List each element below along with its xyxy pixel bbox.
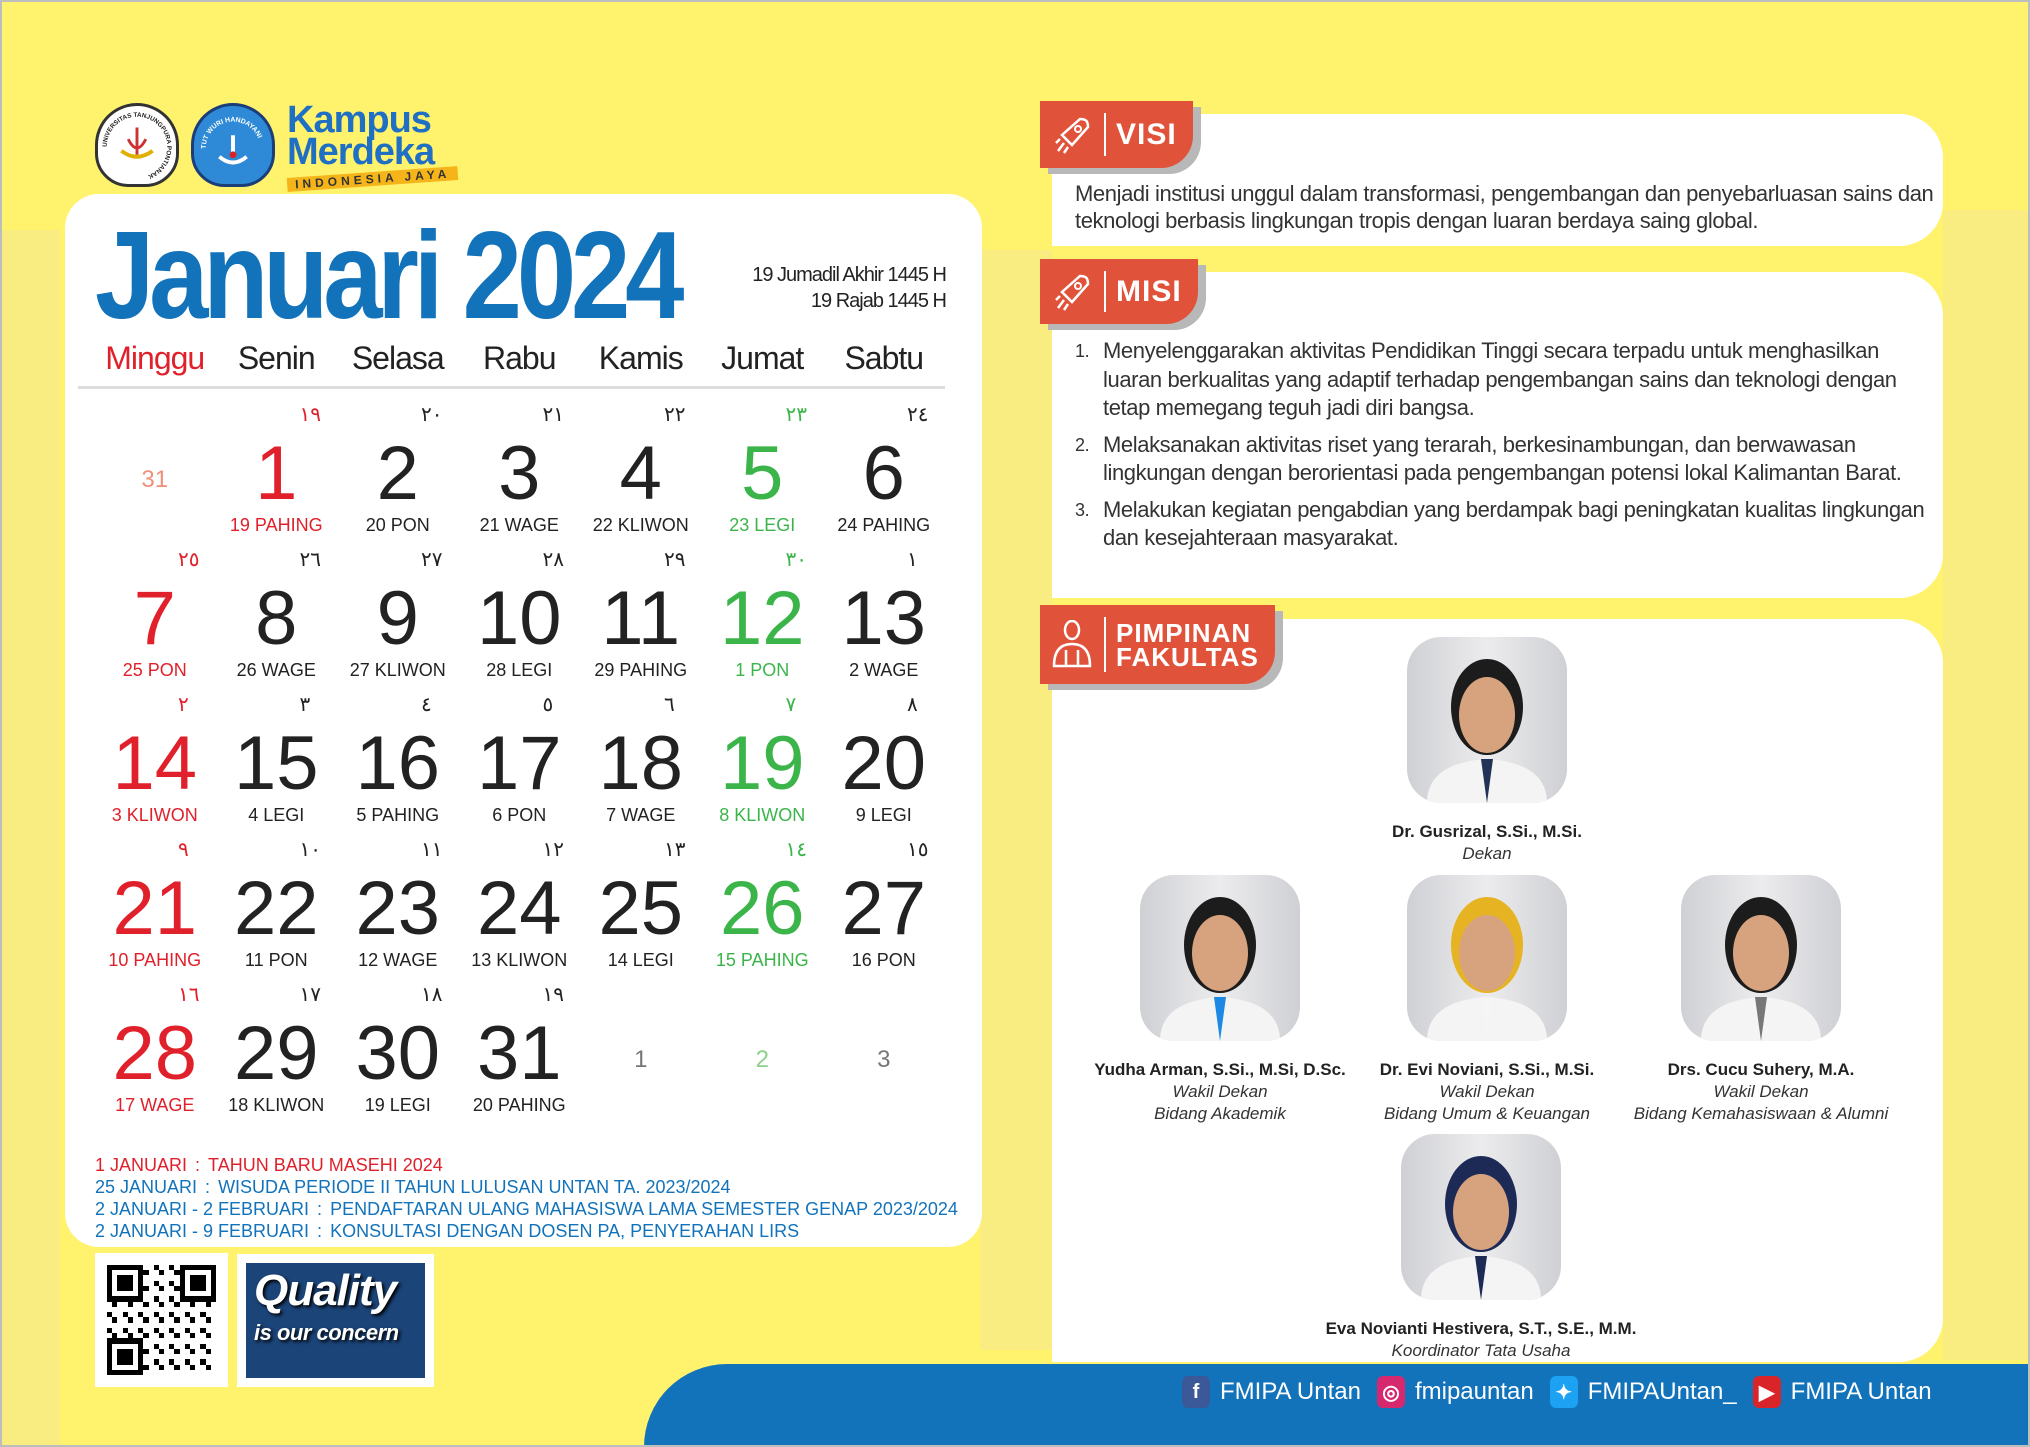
misi-text: Melakukan kegiatan pengabdian yang berdampak bagi peningkatan kualitas lingkungan dan kesejahteraan masyarakat. <box>1103 496 1925 550</box>
instagram-icon: ◎ <box>1377 1376 1405 1408</box>
misi-number: 2. <box>1075 434 1090 455</box>
leader-photo <box>1407 875 1567 1041</box>
hijri-day: ٨ <box>907 694 918 716</box>
leader-profile <box>1347 637 1627 865</box>
day-number: 7 <box>133 576 176 661</box>
day-cell[interactable] <box>823 684 945 829</box>
hijri-day: ٧ <box>785 694 797 716</box>
social-label: FMIPA Untan <box>1220 1378 1361 1405</box>
javanese-day: 8 KLIWON <box>719 805 806 825</box>
leader-role: Wakil Dekan <box>1439 1082 1535 1101</box>
weekday-senin: Senin <box>237 340 315 376</box>
day-cell[interactable] <box>823 974 945 1119</box>
calendar-week <box>94 539 945 684</box>
calendar-grid <box>94 394 945 1119</box>
day-cell[interactable] <box>94 829 216 974</box>
javanese-day: 20 PON <box>365 515 430 535</box>
javanese-day: 6 PON <box>492 805 547 825</box>
javanese-day: 2 WAGE <box>849 660 919 680</box>
hijri-day: ٢٦ <box>299 549 321 571</box>
day-cell[interactable] <box>459 974 581 1119</box>
day-cell[interactable] <box>580 684 702 829</box>
hijri-day: ٢٥ <box>178 549 200 571</box>
quality-badge <box>237 1254 434 1387</box>
social-link[interactable] <box>1753 1376 1932 1408</box>
javanese-day: 19 PAHING <box>229 515 323 535</box>
leader-photo <box>1401 1134 1561 1300</box>
javanese-day: 26 WAGE <box>236 660 316 680</box>
hijri-day: ٤ <box>421 694 432 716</box>
day-cell[interactable] <box>459 394 581 539</box>
leader-division: Bidang Akademik <box>1154 1104 1286 1123</box>
leader-profile <box>1347 875 1627 1125</box>
leader-name: Yudha Arman, S.Si., M.Si, D.Sc. <box>1094 1060 1346 1079</box>
day-cell[interactable] <box>459 539 581 684</box>
day-cell[interactable] <box>702 684 824 829</box>
hijri-day: ١٢ <box>542 839 564 861</box>
day-cell[interactable] <box>337 539 459 684</box>
day-cell[interactable] <box>337 394 459 539</box>
day-number: 23 <box>355 866 441 951</box>
hijri-day: ١٥ <box>907 839 929 861</box>
weekday-header <box>94 340 945 377</box>
logo-text: Kampus <box>287 98 431 141</box>
social-label: FMIPAUntan_ <box>1587 1378 1737 1405</box>
calendar-week <box>94 829 945 974</box>
day-number: 1 <box>255 431 298 516</box>
logo-text: Merdeka <box>287 130 435 173</box>
leader-role: Wakil Dekan <box>1172 1082 1268 1101</box>
leader-name: Dr. Gusrizal, S.Si., M.Si. <box>1392 822 1582 841</box>
javanese-day: 15 PAHING <box>715 950 809 970</box>
day-number: 22 <box>233 866 319 951</box>
day-cell[interactable] <box>216 829 338 974</box>
untan-seal-logo <box>95 103 179 187</box>
leader-photo <box>1681 875 1841 1041</box>
day-number: 12 <box>719 576 805 661</box>
youtube-icon: ▶ <box>1753 1376 1781 1408</box>
javanese-day: 14 LEGI <box>607 950 674 970</box>
leader-role: Koordinator Tata Usaha <box>1391 1341 1571 1360</box>
person-icon <box>1050 620 1094 670</box>
day-cell[interactable] <box>580 539 702 684</box>
leader-role: Dekan <box>1462 844 1512 863</box>
day-cell[interactable] <box>337 684 459 829</box>
event-date: 25 JANUARI <box>95 1177 198 1197</box>
leader-profile <box>1621 875 1901 1125</box>
day-cell[interactable] <box>580 394 702 539</box>
misi-number: 1. <box>1075 341 1090 361</box>
day-number: 5 <box>741 431 784 516</box>
misi-ribbon <box>1040 259 1198 324</box>
event-date: 1 JANUARI <box>95 1155 188 1175</box>
hijri-day: ٦ <box>664 694 675 716</box>
event-item <box>95 1154 958 1176</box>
hijri-line: 19 Jumadil Akhir 1445 H <box>752 264 946 286</box>
day-number: 3 <box>877 1046 891 1073</box>
visi-text: Menjadi institusi unggul dalam transformasi, pengembangan dan penyebarluasan sains dan teknologi berbasis lingkungan tropis dengan luaran berdaya saing global. <box>1075 181 1934 233</box>
logo-tagline: INDONESIA JAYA <box>287 166 459 192</box>
hijri-day: ١٩ <box>542 984 564 1006</box>
day-number: 1 <box>634 1046 648 1073</box>
event-separator: : <box>195 1155 201 1175</box>
javanese-day: 22 KLIWON <box>592 515 689 535</box>
header-divider <box>78 386 945 389</box>
javanese-day: 24 PAHING <box>837 515 931 535</box>
social-link[interactable] <box>1182 1376 1361 1408</box>
day-cell[interactable] <box>216 974 338 1119</box>
javanese-day: 1 PON <box>735 660 790 680</box>
day-number: 18 <box>598 721 684 806</box>
day-cell[interactable] <box>580 829 702 974</box>
tut-wuri-handayani-logo <box>191 103 275 187</box>
day-cell[interactable] <box>702 829 824 974</box>
hijri-day: ٥ <box>542 694 554 716</box>
javanese-day: 21 WAGE <box>479 515 559 535</box>
day-number: 9 <box>376 576 419 661</box>
logos <box>95 98 458 192</box>
hijri-day: ٢٣ <box>785 404 807 426</box>
hijri-day: ١٤ <box>785 839 807 861</box>
day-cell[interactable] <box>216 394 338 539</box>
event-separator: : <box>317 1199 323 1219</box>
event-separator: : <box>317 1221 323 1241</box>
rocket-icon <box>1050 270 1094 314</box>
month-title: Januari 2024 <box>95 207 680 345</box>
social-link[interactable] <box>1377 1376 1534 1408</box>
day-number: 31 <box>476 1011 562 1096</box>
day-cell[interactable] <box>94 539 216 684</box>
javanese-day: 25 PON <box>122 660 187 680</box>
misi-label: MISI <box>1116 274 1182 308</box>
hijri-dates <box>752 262 946 314</box>
event-text: TAHUN BARU MASEHI 2024 <box>208 1155 443 1175</box>
event-text: WISUDA PERIODE II TAHUN LULUSAN UNTAN TA. 2023/2024 <box>218 1177 731 1197</box>
javanese-day: 5 PAHING <box>356 805 440 825</box>
day-cell[interactable] <box>702 974 824 1119</box>
day-cell[interactable] <box>337 829 459 974</box>
javanese-day: 19 LEGI <box>364 1095 431 1115</box>
hijri-day: ١٦ <box>178 984 200 1006</box>
day-number: 11 <box>601 576 681 661</box>
hijri-day: ٢١ <box>542 404 564 426</box>
day-cell[interactable] <box>337 974 459 1119</box>
qr-code[interactable] <box>95 1253 228 1387</box>
day-number: 8 <box>255 576 298 661</box>
hijri-day: ٩ <box>178 839 189 861</box>
quality-subtitle: is our concern <box>254 1320 399 1346</box>
javanese-day: 12 WAGE <box>358 950 438 970</box>
day-number: 29 <box>233 1011 319 1096</box>
day-number: 2 <box>755 1046 769 1073</box>
event-date: 2 JANUARI - 9 FEBRUARI <box>95 1221 310 1241</box>
day-cell[interactable] <box>823 829 945 974</box>
day-number: 14 <box>112 721 198 806</box>
javanese-day: 17 WAGE <box>115 1095 195 1115</box>
day-number: 20 <box>841 721 927 806</box>
javanese-day: 23 LEGI <box>729 515 796 535</box>
day-cell[interactable] <box>459 829 581 974</box>
weekday-sabtu: Sabtu <box>844 340 924 376</box>
hijri-day: ٢ <box>178 694 189 716</box>
pimpinan-label: FAKULTAS <box>1116 641 1259 672</box>
day-number: 19 <box>719 721 805 806</box>
day-number: 4 <box>619 431 662 516</box>
day-cell[interactable] <box>216 684 338 829</box>
day-cell[interactable] <box>94 974 216 1119</box>
day-number: 16 <box>355 721 441 806</box>
weekday-rabu: Rabu <box>483 340 556 376</box>
javanese-day: 20 PAHING <box>472 1095 566 1115</box>
day-number: 24 <box>476 866 562 951</box>
day-number: 30 <box>355 1011 441 1096</box>
event-date: 2 JANUARI - 2 FEBRUARI <box>95 1199 310 1219</box>
pimpinan-label: PIMPINAN <box>1116 617 1252 648</box>
weekday-selasa: Selasa <box>351 340 444 376</box>
leader-profile <box>1080 875 1360 1125</box>
javanese-day: 10 PAHING <box>108 950 202 970</box>
social-link[interactable] <box>1550 1376 1737 1408</box>
javanese-day: 27 KLIWON <box>349 660 446 680</box>
leader-name: Eva Novianti Hestivera, S.T., S.E., M.M. <box>1325 1319 1637 1338</box>
day-number: 6 <box>862 431 905 516</box>
qr-pattern <box>107 1265 216 1375</box>
javanese-day: 13 KLIWON <box>471 950 568 970</box>
background-skyline <box>0 230 60 1447</box>
day-cell[interactable] <box>94 394 216 539</box>
day-cell[interactable] <box>216 539 338 684</box>
misi-text: Menyelenggarakan aktivitas Pendidikan Tinggi secara terpadu untuk menghasilkan luaran berkualitas yang adaptif terhadap pengembangan sains dan teknologi dengan tetap memegang teguh jadi diri bangsa. <box>1103 338 1897 420</box>
hijri-day: ١٠ <box>299 839 321 861</box>
day-number: 27 <box>841 866 927 951</box>
misi-list <box>1075 337 1937 561</box>
background-skyline <box>980 250 1052 1350</box>
event-text: PENDAFTARAN ULANG MAHASISWA LAMA SEMESTER GENAP 2023/2024 <box>330 1199 958 1219</box>
hijri-day: ٣ <box>299 694 311 716</box>
facebook-icon: f <box>1182 1376 1210 1408</box>
calendar-card <box>65 194 982 1247</box>
leader-division: Bidang Umum & Keuangan <box>1383 1104 1591 1123</box>
day-number: 3 <box>498 431 541 516</box>
day-number: 13 <box>841 576 927 661</box>
day-number: 17 <box>476 721 562 806</box>
hijri-day: ١٣ <box>664 839 686 861</box>
twitter-icon: ✦ <box>1550 1376 1578 1408</box>
social-label: fmipauntan <box>1414 1378 1534 1405</box>
javanese-day: 16 PON <box>851 950 916 970</box>
hijri-day: ١٩ <box>299 404 321 426</box>
calendar-week <box>94 684 945 829</box>
day-number: 28 <box>112 1011 198 1096</box>
event-item <box>95 1198 958 1220</box>
day-cell[interactable] <box>702 394 824 539</box>
quality-title: Quality <box>254 1266 397 1315</box>
kampus-merdeka-logo <box>287 98 458 192</box>
weekday-jumat: Jumat <box>721 340 804 376</box>
day-number: 10 <box>476 576 562 661</box>
weekday-kamis: Kamis <box>598 340 683 376</box>
javanese-day: 29 PAHING <box>594 660 688 680</box>
leader-photo <box>1407 637 1567 803</box>
seal2-text: TUT WURI HANDAYANI <box>200 116 263 150</box>
day-number: 25 <box>598 866 684 951</box>
misi-item <box>1075 337 1937 423</box>
day-cell[interactable] <box>459 684 581 829</box>
hijri-day: ١٧ <box>299 984 321 1006</box>
hijri-day: ٢٨ <box>542 549 564 571</box>
hijri-day: ٣٠ <box>785 549 807 571</box>
javanese-day: 3 KLIWON <box>111 805 198 825</box>
leader-profile <box>1325 1134 1637 1362</box>
leader-role: Wakil Dekan <box>1713 1082 1809 1101</box>
calendar-week <box>94 974 945 1119</box>
visi-ribbon <box>1040 101 1193 168</box>
misi-item <box>1075 496 1937 553</box>
event-list <box>95 1154 958 1242</box>
weekday-minggu: Minggu <box>105 340 205 376</box>
hijri-day: ٢٧ <box>421 549 443 571</box>
hijri-day: ١ <box>907 549 918 571</box>
background-skyline <box>1943 210 2028 1360</box>
day-number: 15 <box>233 721 319 806</box>
hijri-day: ٢٠ <box>421 404 443 426</box>
javanese-day: 18 KLIWON <box>228 1095 325 1115</box>
hijri-day: ٢٤ <box>907 404 929 426</box>
social-links <box>1182 1376 1932 1408</box>
calendar-week <box>94 394 945 539</box>
hijri-day: ١٨ <box>421 984 443 1006</box>
misi-number: 3. <box>1075 499 1090 520</box>
visi-label: VISI <box>1116 117 1177 151</box>
day-cell[interactable] <box>702 539 824 684</box>
leader-name: Drs. Cucu Suhery, M.A. <box>1667 1060 1855 1079</box>
event-separator: : <box>205 1177 211 1197</box>
javanese-day: 4 LEGI <box>248 805 305 825</box>
day-cell[interactable] <box>823 539 945 684</box>
misi-item <box>1075 431 1937 488</box>
misi-text: Melaksanakan aktivitas riset yang terarah, berkesinambungan, dan berwawasan lingkungan dengan berorientasi pada pengembangan potensi lokal Kalimantan Barat. <box>1103 431 1902 485</box>
leader-name: Dr. Evi Noviani, S.Si., M.Si. <box>1379 1060 1595 1079</box>
day-number: 26 <box>719 866 805 951</box>
seal1-text: UNIVERSITAS TANJUNGPURA PONTIANAK <box>101 111 173 180</box>
javanese-day: 28 LEGI <box>486 660 553 680</box>
hijri-day: ١١ <box>421 839 443 861</box>
javanese-day: 11 PON <box>244 950 308 970</box>
javanese-day: 7 WAGE <box>606 805 676 825</box>
day-number: 31 <box>141 466 169 493</box>
event-item <box>95 1220 958 1242</box>
hijri-day: ٢٩ <box>664 549 686 571</box>
event-text: KONSULTASI DENGAN DOSEN PA, PENYERAHAN LIRS <box>330 1221 800 1241</box>
social-label: FMIPA Untan <box>1790 1378 1932 1405</box>
day-cell[interactable] <box>94 684 216 829</box>
day-cell[interactable] <box>580 974 702 1119</box>
hijri-day: ٢٢ <box>664 404 686 426</box>
day-cell[interactable] <box>823 394 945 539</box>
javanese-day: 9 LEGI <box>855 805 912 825</box>
rocket-icon <box>1050 113 1094 157</box>
leader-division: Bidang Kemahasiswaan & Alumni <box>1633 1104 1889 1123</box>
day-number: 2 <box>376 431 419 516</box>
hijri-line: 19 Rajab 1445 H <box>810 290 946 312</box>
day-number: 21 <box>112 866 198 951</box>
leader-photo <box>1140 875 1300 1041</box>
pimpinan-ribbon <box>1040 605 1275 684</box>
event-item <box>95 1176 958 1198</box>
